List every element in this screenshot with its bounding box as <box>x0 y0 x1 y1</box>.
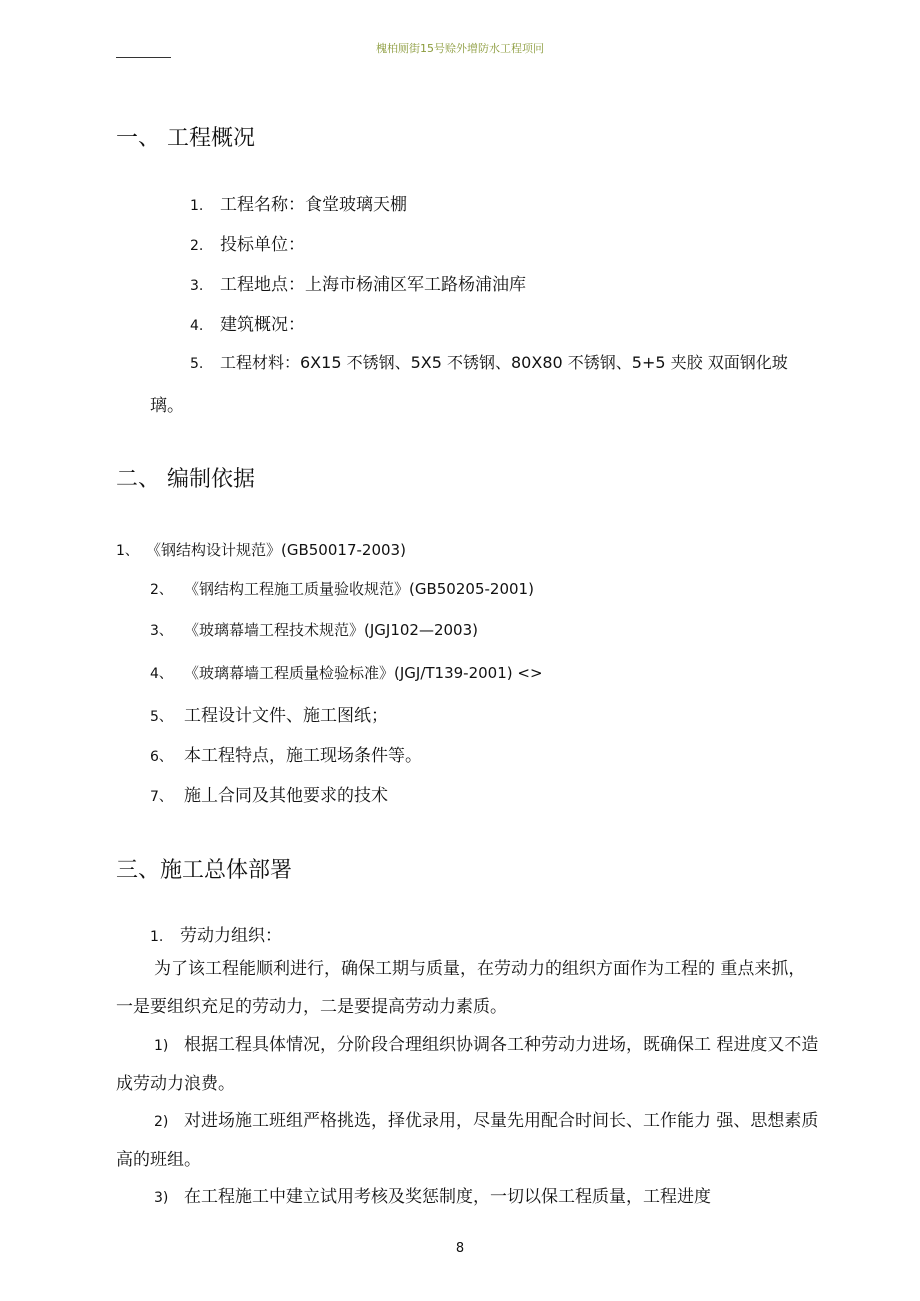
list-text: 建筑概况： <box>220 315 305 335</box>
list-item <box>190 270 526 295</box>
point-paragraph <box>116 1026 822 1103</box>
list-number: 3. <box>190 278 204 294</box>
point-number: 3) <box>154 1190 169 1206</box>
list-text: 工程设计文件、施工图纸； <box>184 706 388 726</box>
list-item <box>150 662 543 683</box>
section-heading-2: 二、 编制依据 <box>116 467 255 492</box>
point-number: 2) <box>154 1114 169 1130</box>
point-text: 根据工程具体情况，分阶段合理组织协调各工种劳动力进场，既确保工 程进度又不造成劳动力浪费。 <box>116 1035 819 1094</box>
list-item <box>190 190 407 215</box>
list-text: 投标单位： <box>220 235 305 255</box>
list-number: 6、 <box>150 749 173 765</box>
section-heading-3: 三、施工总体部署 <box>116 858 293 883</box>
point-number: 1) <box>154 1038 169 1054</box>
list-text: 劳动力组织： <box>180 926 282 946</box>
list-item <box>150 578 534 599</box>
point-text: 对进场施工班组严格挑选，择优录用，尽量先用配合时间长、工作能力 强、思想素质高的班组。 <box>116 1111 819 1170</box>
list-item-continuation: 璃。 <box>150 396 184 416</box>
sub-heading <box>150 921 282 946</box>
list-text: 《钢结构设计规范》(GB50017-2003) <box>146 541 406 559</box>
list-text: 本工程特点，施工现场条件等。 <box>184 746 422 766</box>
point-paragraph <box>116 1102 822 1179</box>
list-text: 工程地点：上海市杨浦区军工路杨浦油库 <box>220 275 526 295</box>
point-text: 在工程施工中建立试用考核及奖惩制度，一切以保工程质量，工程进度 <box>184 1187 711 1207</box>
point-paragraph <box>116 1178 822 1217</box>
list-number: 7、 <box>150 789 173 805</box>
list-text: 《钢结构工程施工质量验收规范》(GB50205-2001) <box>184 580 534 598</box>
list-text: 工程材料：6X15 不锈钢、5X5 不锈钢、80X80 不锈钢、5+5 夹胶 双面钢化玻 <box>220 353 788 372</box>
list-number: 4. <box>190 318 204 334</box>
list-number: 1、 <box>116 543 139 559</box>
running-header: 槐柏厕街15号赊外增防水工程项冋 <box>376 42 544 55</box>
list-item <box>190 310 305 335</box>
list-item <box>190 350 788 373</box>
list-number: 5、 <box>150 709 173 725</box>
list-number: 3、 <box>150 623 173 639</box>
list-number: 2. <box>190 238 204 254</box>
list-item <box>150 781 388 806</box>
list-number: 4、 <box>150 666 173 682</box>
paragraph: 为了该工程能顺利进行，确保工期与质量，在劳动力的组织方面作为工程的 重点来抓，一是要组织充足的劳动力，二是要提高劳动力素质。 <box>116 959 806 1017</box>
list-text: 施丄合同及其他要求的技术 <box>184 786 388 806</box>
page-number: 8 <box>455 1241 465 1256</box>
list-text: 工程名称：食堂玻璃天棚 <box>220 195 407 215</box>
list-item <box>150 701 388 726</box>
list-text: 《玻璃幕墙工程技术规范》(JGJ102—2003) <box>184 621 478 639</box>
list-item <box>190 230 305 255</box>
list-number: 1. <box>190 198 204 214</box>
header-rule <box>116 57 171 58</box>
list-number: 2、 <box>150 582 173 598</box>
list-item <box>150 741 422 766</box>
section-heading-1: 一、 工程概况 <box>116 126 255 151</box>
list-text: 《玻璃幕墙工程质量检验标准》(JGJ/T139-2001) <> <box>184 664 543 682</box>
list-item <box>150 619 478 640</box>
list-number: 5. <box>190 356 204 372</box>
list-item <box>116 539 406 560</box>
list-number: 1. <box>150 929 164 945</box>
